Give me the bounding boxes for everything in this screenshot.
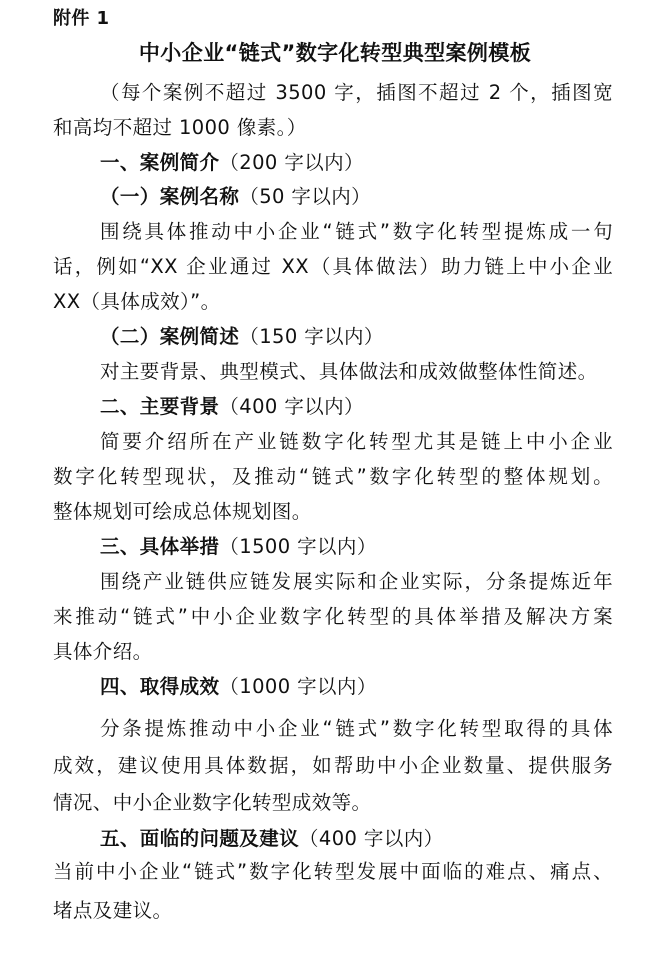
- subsection-2-heading: （二）案例简述: [100, 325, 240, 348]
- section-5-heading: 五、面临的问题及建议: [100, 827, 300, 850]
- subsection-1-heading-line: [100, 184, 613, 210]
- subsection-2-heading-line: [100, 324, 613, 350]
- subsection-1-body-line-3: XX（具体成效）”。: [53, 290, 221, 313]
- section-5-body-line-1: 当前中小企业“链式”数字化转型发展中面临的难点、痛点、: [53, 860, 613, 883]
- note-line-2: 和高均不超过 1000 像素。）: [53, 116, 307, 139]
- subsection-2-body: 对主要背景、典型模式、具体做法和成效做整体性简述。: [100, 360, 598, 383]
- section-4-body-line-3: 情况、中小企业数字化转型成效等。: [53, 791, 372, 814]
- section-4-heading-line: [100, 674, 613, 700]
- section-2-body-line-3: 整体规划可绘成总体规划图。: [53, 500, 312, 523]
- attachment-label: 附件 1: [53, 8, 110, 29]
- note-line-1: （每个案例不超过 3500 字，插图不超过 2 个，插图宽: [100, 81, 613, 104]
- section-3-heading-line: [100, 534, 613, 560]
- subsection-1-body-line-2: 话，例如“XX 企业通过 XX（具体做法）助力链上中小企业: [53, 255, 613, 278]
- section-5-body-line-2: 堵点及建议。: [53, 899, 173, 922]
- section-4-body-line-2: 成效，建议使用具体数据，如帮助中小企业数量、提供服务: [53, 754, 613, 777]
- section-3-heading: 三、具体举措: [100, 535, 220, 558]
- section-3-body-line-3: 具体介绍。: [53, 640, 153, 663]
- section-3-body-line-2: 来推动“链式”中小企业数字化转型的具体举措及解决方案: [53, 605, 613, 628]
- section-2-heading: 二、主要背景: [100, 395, 220, 418]
- section-2-body-line-1: 简要介绍所在产业链数字化转型尤其是链上中小企业: [100, 430, 613, 453]
- section-5-limit: （400 字以内）: [299, 827, 444, 850]
- subsection-1-heading: （一）案例名称: [100, 185, 240, 208]
- section-1-heading-line: [100, 150, 613, 176]
- section-1-limit: （200 字以内）: [219, 151, 364, 174]
- subsection-1-body-line-1: 围绕具体推动中小企业“链式”数字化转型提炼成一句: [100, 220, 613, 243]
- subsection-1-limit: （50 字以内）: [239, 185, 372, 208]
- subsection-2-limit: （150 字以内）: [239, 325, 384, 348]
- page-title: 中小企业“链式”数字化转型典型案例模板: [138, 41, 532, 65]
- section-5-heading-line: [100, 826, 613, 852]
- section-2-body-line-2: 数字化转型现状，及推动“链式”数字化转型的整体规划。: [53, 465, 613, 488]
- section-4-body-line-1: 分条提炼推动中小企业“链式”数字化转型取得的具体: [100, 717, 613, 740]
- section-2-limit: （400 字以内）: [219, 395, 364, 418]
- section-2-heading-line: [100, 394, 613, 420]
- section-4-heading: 四、取得成效: [100, 675, 220, 698]
- section-4-limit: （1000 字以内）: [219, 675, 377, 698]
- section-3-limit: （1500 字以内）: [219, 535, 377, 558]
- section-3-body-line-1: 围绕产业链供应链发展实际和企业实际，分条提炼近年: [100, 570, 613, 593]
- section-1-heading: 一、案例简介: [100, 151, 220, 174]
